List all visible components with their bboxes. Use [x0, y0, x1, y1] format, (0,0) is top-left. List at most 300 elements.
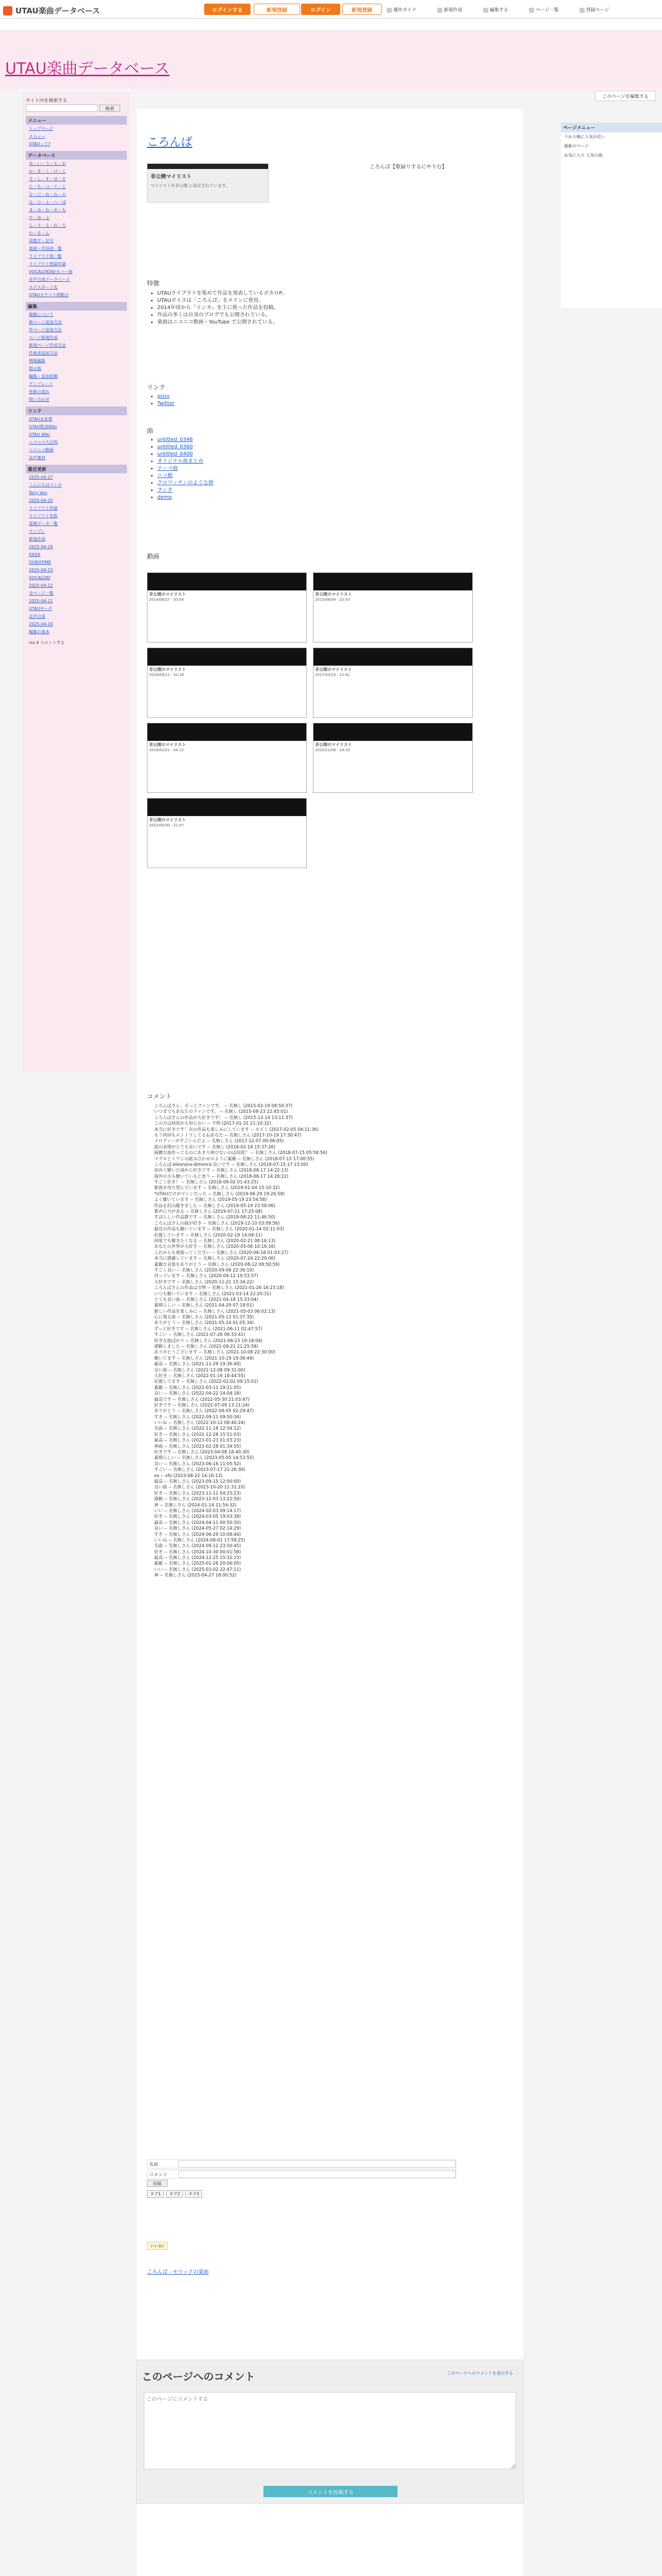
side-link-0[interactable]	[26, 415, 127, 423]
db-row-link-3[interactable]: た・ち・つ・て・と	[29, 184, 66, 189]
db-row-7[interactable]	[26, 214, 127, 222]
edit-item-4[interactable]	[26, 342, 127, 349]
video-title[interactable]: 非公開のマイリスト	[315, 742, 352, 747]
features-list	[157, 290, 287, 326]
db-row-link-0[interactable]: あ・い・う・え・お	[29, 161, 66, 166]
edit-icon	[483, 8, 488, 13]
login-button[interactable]: ログインする	[204, 4, 251, 15]
edit-item-7[interactable]	[26, 365, 127, 372]
page-link-1[interactable]: Twitter	[157, 401, 175, 406]
comment-item: • 最高 -- 名無しさん (2023-01-23 01:03:23)	[154, 1437, 508, 1443]
edit-item-8[interactable]	[26, 372, 127, 380]
recent-link-5[interactable]: ライブラリ名称	[29, 514, 58, 518]
video-title[interactable]: 非公開のマイリスト	[149, 592, 186, 597]
song-item-4	[157, 465, 213, 472]
edit-link-2[interactable]: 作ページ追加方法	[29, 328, 62, 332]
comment-item: • 名曲 -- 名無しさん (2024-09-12 23:50:45)	[154, 1543, 508, 1549]
recent-item-4[interactable]	[26, 504, 127, 512]
edit-rows	[26, 311, 127, 403]
song-link-8[interactable]: demo	[157, 495, 172, 500]
side-link-5[interactable]	[26, 454, 127, 462]
comment-item: • 好き -- 名無しさん (2022-12-28 15:51:03)	[154, 1432, 508, 1437]
db-row-link-10[interactable]: 英数字・記号	[29, 239, 54, 243]
comment-item: • 初めて聴いた頃から好きです -- 名無しさん (2018-08-17 14:22:13)	[154, 1167, 508, 1173]
side-link-3[interactable]	[26, 438, 127, 446]
edit-link-3[interactable]: ページ新規作成	[29, 335, 58, 340]
side-link-a-0[interactable]: UTAU本家様	[29, 417, 53, 421]
recent-item-12[interactable]	[26, 566, 127, 574]
video-player[interactable]	[147, 648, 306, 666]
db-row-6[interactable]	[26, 206, 127, 214]
comment-item: • ありがとう -- 名無しさん (2021-05-24 01:05:34)	[154, 1320, 508, 1326]
feature-item-0: • UTAUライブラリを集めて作品を発表しているボカロP。	[157, 290, 287, 297]
song-item-6	[157, 480, 213, 487]
recent-link-6[interactable]: 重複データ一覧	[29, 521, 58, 526]
edit-item-6[interactable]	[26, 357, 127, 365]
recent-link-7[interactable]: テンプレ	[29, 529, 45, 534]
edit-link-6[interactable]: 情報編集	[29, 359, 45, 363]
register2-button[interactable]: 新規登録	[342, 4, 382, 15]
main-content	[136, 108, 524, 2576]
comment-item: • 新曲を待ち望んでいます -- 名無しさん (2019-01-04 15:10:32)	[154, 1185, 508, 1191]
comment-item: • いいね -- 名無しさん (2024-08-01 17:58:25)	[154, 1537, 508, 1543]
register-button[interactable]: 新規登録	[254, 4, 300, 15]
page-link-0[interactable]: pixiv	[157, 394, 170, 399]
recent-link-17[interactable]: UTAUサーチ	[29, 606, 53, 611]
guide-icon	[387, 8, 392, 13]
comment-item: • 素敵 -- 名無しさん (2025-01-26 20:06:05)	[154, 1561, 508, 1566]
side-link-a-3[interactable]: ニコニコ大百科	[29, 440, 58, 445]
edit-item-2[interactable]	[26, 326, 127, 334]
side-link-a-2[interactable]: UTAU Wiki	[29, 432, 50, 437]
edit-item-5[interactable]	[26, 349, 127, 357]
comment-item: • 素晴らしい -- 名無しさん (2023-05-05 14:53:55)	[154, 1455, 508, 1461]
comment-item: • ころんばさん、そっとファンです。 -- 名無し (2015-02-19 08:50:37)	[154, 1103, 508, 1109]
recent-item-9[interactable]	[26, 543, 127, 551]
db-row-2[interactable]	[26, 175, 127, 183]
comment-item: • すき -- 名無しさん (2024-06-29 10:08:44)	[154, 1532, 508, 1537]
updated-link[interactable]: ころんば - モウックの楽曲	[147, 2269, 209, 2275]
right-panel	[561, 123, 662, 308]
edit-link-8[interactable]: 編集・追加依頼	[29, 374, 58, 379]
recent-item-7[interactable]	[26, 528, 127, 535]
profile-header	[147, 164, 268, 169]
comment-item: • 好き -- 名無しさん (2024-10-30 00:01:58)	[154, 1549, 508, 1555]
video-meta	[313, 666, 472, 679]
sub-link-1[interactable]: ライブラリ別一覧	[29, 254, 62, 259]
recent-item-13[interactable]	[26, 574, 127, 582]
edit-link-1[interactable]: 新ページ追加方法	[29, 320, 62, 325]
feature-item-2: • 2014年頃から「リンカ」を主に使った作品を投稿。	[157, 304, 287, 312]
comment-item: • ころんばさんの作品が大好きです！ -- 名無し (2015-12-14 13:11:37)	[154, 1115, 508, 1121]
db-row-link-2[interactable]: さ・し・す・せ・そ	[29, 177, 66, 181]
comment-item: • 待っています -- 名無しさん (2020-09-12 10:53:57)	[154, 1273, 508, 1279]
logo-icon	[3, 6, 12, 15]
edit-link-4[interactable]: 新規ページ作成方法	[29, 343, 66, 348]
edit-item-11[interactable]	[26, 396, 127, 403]
recent-item-6[interactable]	[26, 520, 127, 528]
video-card[interactable]	[147, 798, 307, 868]
sub-item-1[interactable]	[26, 252, 127, 260]
comment-item: • 良い -- 名無しさん (2022-04-22 14:04:18)	[154, 1391, 508, 1396]
tag-0[interactable]: タグ1	[147, 2190, 164, 2198]
comment-item: • すき -- 名無しさん (2022-09-11 09:50:34)	[154, 1414, 508, 1420]
sub-item-6[interactable]	[26, 291, 127, 299]
recent-link-12[interactable]: 2025-04-23	[29, 568, 53, 572]
comment-item: • ころんばさんの作品は宝物 -- 名無しさん (2021-01-26 16:23:18)	[154, 1285, 508, 1291]
send-comment-button[interactable]: コメントを投稿する	[263, 2486, 398, 2497]
tag-row	[147, 2190, 456, 2198]
comment-item: • 最高 -- 名無しさん (2024-12-25 15:32:15)	[154, 1555, 508, 1561]
comment-item: • 新しい作品を楽しみに -- 名無しさん (2021-05-03 06:02:13)	[154, 1309, 508, 1314]
edit-link[interactable]	[483, 6, 508, 13]
db-row-10[interactable]	[26, 237, 127, 245]
song-link-3[interactable]: オリジナル曲まとめ	[157, 459, 204, 464]
name-row	[147, 2159, 456, 2168]
db-row-9[interactable]	[26, 229, 127, 237]
edit-item-10[interactable]	[26, 388, 127, 396]
edit-item-3[interactable]	[26, 334, 127, 342]
recent-link-2[interactable]: Tony Von	[29, 490, 47, 495]
comment-item: • 最高 -- 名無しさん (2021-11-29 19:36:49)	[154, 1361, 508, 1367]
comment-item: • 応援しています -- 名無しさん (2020-02-19 14:08:11)	[154, 1232, 508, 1238]
video-meta	[147, 666, 306, 679]
comment-item: • 応援してます -- 名無しさん (2022-02-02 09:15:01)	[154, 1379, 508, 1384]
recent-link-0[interactable]: 2025-04-27	[29, 475, 53, 480]
menu-link-1[interactable]: メニュー	[29, 134, 45, 139]
comment-item: • 作品を沢山聴きました -- 名無しさん (2019-05-19 23:58:06)	[154, 1203, 508, 1209]
video-card[interactable]	[313, 648, 473, 718]
recent-item-10[interactable]	[26, 551, 127, 558]
pages-link[interactable]	[529, 6, 559, 13]
side-link-a-5[interactable]: 音声素材	[29, 455, 45, 460]
comment-toggle[interactable]: このページへのコメントを表示する	[447, 2371, 513, 2376]
right-item-0[interactable]: 下から順に人気が近い	[564, 134, 605, 139]
edit-item-1[interactable]	[26, 318, 127, 326]
comment-item: • いいね -- 名無しさん (2022-10-12 08:40:24)	[154, 1420, 508, 1426]
links-block	[26, 406, 127, 462]
nav-bar	[0, 19, 662, 31]
registered-label: 登録ページ	[586, 8, 609, 13]
comment-item: • これからも頑張ってください -- 名無しさん (2020-06-18 01:03:27)	[154, 1250, 508, 1256]
recent-link-20[interactable]: 編集の基本	[29, 630, 49, 634]
song-item-5	[157, 472, 213, 480]
post-button[interactable]: 投稿	[147, 2180, 168, 2187]
video-player[interactable]	[313, 648, 472, 666]
recent-link-1[interactable]: こんにちはリンカ	[29, 483, 62, 487]
comment-textarea[interactable]	[144, 2392, 516, 2469]
comment-item: • もう何回もエントリしてるねあなた -- 名無しさん (2017-10-19 17:30:47)	[154, 1132, 508, 1138]
recent-item-1[interactable]	[26, 481, 127, 489]
page-link-item-0	[157, 393, 175, 400]
recent-item-15[interactable]	[26, 589, 127, 597]
recent-link-9[interactable]: 2025-04-24	[29, 545, 53, 549]
video-card[interactable]	[147, 648, 307, 718]
comment-item: • 好き -- 名無しさん (2023-11-11 04:25:23)	[154, 1490, 508, 1496]
new-icon	[437, 8, 442, 13]
edit-item-9[interactable]	[26, 380, 127, 388]
db-row-link-4[interactable]: な・に・ぬ・ね・の	[29, 192, 66, 197]
recent-item-14[interactable]	[26, 582, 127, 589]
recent-item-2[interactable]	[26, 489, 127, 497]
db-row-0[interactable]	[26, 160, 127, 167]
header-links	[387, 6, 609, 13]
page-title[interactable]: ころんば	[147, 136, 193, 149]
comment-box-title: このページへのコメント	[142, 2370, 255, 2383]
sub-link-5[interactable]: エクスポート先	[29, 285, 58, 290]
page-meta: ころんば【歌録りするにやりむ】	[370, 164, 447, 170]
feature-item-3: • 作品の多くは自身のブログでも公開されている。	[157, 312, 287, 319]
edit-link-0[interactable]: 編集について	[29, 312, 54, 317]
video-title[interactable]: 非公開のマイリスト	[149, 742, 186, 747]
song-item-0	[157, 436, 213, 444]
video-meta	[147, 741, 306, 754]
sub-link-0[interactable]: 楽曲・作詞者一覧	[29, 246, 62, 251]
recent-item-5[interactable]	[26, 512, 127, 520]
comment-item: • いい -- 名無しさん (2025-03-02 22:47:11)	[154, 1567, 508, 1572]
comment-item: • 最高 -- 名無しさん (2024-04-11 00:50:50)	[154, 1520, 508, 1526]
db-row-link-9[interactable]: わ・を・ん	[29, 231, 49, 235]
registered-link[interactable]	[580, 6, 609, 13]
video-player[interactable]	[147, 723, 306, 741]
counter-block	[26, 639, 127, 647]
comment-item: • 良い曲 -- 名無しさん (2021-12-08 09:31:00)	[154, 1367, 508, 1373]
side-link-2[interactable]	[26, 431, 127, 438]
recent-item-20[interactable]	[26, 628, 127, 636]
search-button[interactable]: 検索	[100, 105, 120, 112]
db-head: データベース	[26, 151, 127, 160]
recent-link-18[interactable]: 音声合成	[29, 614, 45, 619]
recent-item-19[interactable]	[26, 620, 127, 628]
comment-item: • 名曲 -- 名無しさん (2022-11-18 12:54:12)	[154, 1426, 508, 1431]
comment-item: • 海外の方も聴いていると思う -- 名無しさん (2018-08-17 14:28:22)	[154, 1174, 508, 1179]
recent-item-8[interactable]	[26, 535, 127, 543]
comment-item: • 神曲 -- 名無しさん (2023-02-28 01:34:55)	[154, 1444, 508, 1449]
sub-item-0[interactable]	[26, 245, 127, 252]
comment-item: • 神 -- 名無しさん (2025-04-27 18:00:52)	[154, 1572, 508, 1578]
sub-item-2[interactable]	[26, 260, 127, 268]
recent-block	[26, 465, 127, 636]
comment-item: • 大好きです -- 名無しさん (2020-11-21 15:34:22)	[154, 1279, 508, 1285]
comment-item: • 好きな曲ばかり -- 名無しさん (2021-08-23 19:18:04)	[154, 1338, 508, 1344]
side-link-1[interactable]	[26, 423, 127, 431]
sidebar-search	[26, 97, 127, 112]
search-input[interactable]	[26, 105, 98, 112]
sub-rows	[26, 245, 127, 299]
like-button[interactable]: いいね!	[147, 2242, 168, 2250]
db-row-1[interactable]	[26, 167, 127, 175]
recent-item-11[interactable]	[26, 558, 127, 566]
songs-head: 曲	[147, 427, 154, 434]
comment-box	[136, 2360, 524, 2504]
edit-page-button[interactable]: このページを編集する	[595, 91, 656, 101]
recent-item-17[interactable]	[26, 605, 127, 613]
db-row-link-1[interactable]: か・き・く・け・こ	[29, 169, 66, 174]
edit-link-7[interactable]: 掲示板	[29, 366, 41, 371]
song-link-2[interactable]: untitled_0400	[157, 451, 193, 457]
song-link-1[interactable]: untitled_0360	[157, 444, 193, 450]
comment-item: • 最高 -- 名無しさん (2023-09-15 12:00:00)	[154, 1479, 508, 1484]
db-rows	[26, 160, 127, 245]
video-title[interactable]: 非公開のマイリスト	[149, 667, 186, 672]
videos-head: 動画	[147, 553, 160, 560]
video-card[interactable]	[147, 572, 307, 642]
recent-item-3[interactable]	[26, 497, 127, 504]
video-meta	[313, 741, 472, 754]
name-input[interactable]	[178, 2160, 456, 2167]
sidebar	[23, 93, 130, 1072]
recent-link-13[interactable]: VOCALOID	[29, 575, 51, 580]
video-date: 2016/09/11 - 20:18	[149, 673, 184, 677]
menu-item-2[interactable]	[26, 140, 127, 148]
edit-item-0[interactable]	[26, 311, 127, 318]
link-rows	[26, 415, 127, 462]
db-row-4[interactable]	[26, 191, 127, 198]
comment-item: • すごく好き！ -- 名無しさん (2018-09-02 01:43:25)	[154, 1179, 508, 1185]
recent-item-16[interactable]	[26, 597, 127, 605]
pages-label: ページ一覧	[535, 8, 559, 13]
video-card[interactable]	[313, 572, 473, 642]
comment-input[interactable]	[178, 2171, 456, 2178]
features-head: 特徴	[147, 280, 160, 287]
song-link-0[interactable]: untitled_0346	[157, 437, 193, 443]
video-date: 2019/02/21 - 04:12	[149, 748, 184, 752]
comment-item: • 感動しました -- 名無しさん (2021-09-21 21:25:58)	[154, 1344, 508, 1349]
song-link-5[interactable]: ニコ動	[157, 473, 173, 479]
sub-item-5[interactable]	[26, 283, 127, 291]
edit-link-10[interactable]: 更新の流れ	[29, 389, 49, 394]
video-player[interactable]	[147, 799, 306, 816]
tag-2[interactable]: タグ3	[185, 2190, 202, 2198]
recent-link-10[interactable]: XXXX	[29, 552, 40, 557]
edit-block	[26, 302, 127, 403]
comment-item: • 本当に好きです！次の作品も楽しみにしています -- ネズミ (2017-02-05 04:11:36)	[154, 1127, 508, 1132]
db-row-link-6[interactable]: ま・み・む・め・も	[29, 208, 66, 212]
comment-item: • xx -- xfo (2023-08-22 14:16:13)	[154, 1473, 508, 1479]
db-row-link-5[interactable]: は・ひ・ふ・へ・ほ	[29, 200, 66, 205]
name-label: 名前	[149, 2162, 159, 2167]
sub-item-3[interactable]	[26, 268, 127, 276]
comment-item: • すごい -- 名無しさん (2021-07-26 06:33:41)	[154, 1332, 508, 1337]
recent-link-4[interactable]: ライブラリ申請	[29, 506, 58, 511]
comment-item: • ありがとう -- 名無しさん (2022-08-05 02:29:47)	[154, 1408, 508, 1414]
feature-item-1: • UTAUボイスは「ころんば」をメインに使用。	[157, 297, 287, 304]
comment-item: • 最高です -- 名無しさん (2022-05-30 21:03:47)	[154, 1397, 508, 1402]
edit-link-11[interactable]: 問い合わせ	[29, 397, 49, 402]
song-link-4[interactable]: テーマ曲	[157, 466, 178, 471]
recent-head: 最近更新	[26, 465, 127, 473]
comment-item: • 良い -- 名無しさん (2024-05-27 02:14:29)	[154, 1526, 508, 1531]
video-player[interactable]	[313, 573, 472, 590]
menu-link-2[interactable]: UTAUって?	[29, 142, 51, 146]
right-head: ページメニュー	[561, 123, 662, 132]
recent-link-16[interactable]: 2025-04-21	[29, 599, 53, 603]
sub-link-4[interactable]: 音声合成データベース	[29, 277, 70, 282]
comment-item: • すごい -- 名無しさん (2023-07-17 21:26:30)	[154, 1467, 508, 1472]
video-title[interactable]: 非公開のマイリスト	[315, 667, 352, 672]
edit-link-5[interactable]: 作曲者追加方法	[29, 351, 58, 355]
video-date: 2020/11/08 - 18:33	[315, 748, 350, 752]
song-item-8	[157, 494, 213, 501]
video-date: 2014/06/27 - 30:04	[149, 598, 184, 602]
comment-item: • マグロとイワシの組み合わせのように素敵 -- 名無しさん (2018-07-15 17:00:55)	[154, 1156, 508, 1162]
menu-link-0[interactable]: トップページ	[29, 126, 54, 131]
comment-item: • 綺麗な曲作ってるのにあまり伸びないのは何故？ -- 名無しさん (2018-07-15 05:58:56)	[154, 1150, 508, 1156]
video-card[interactable]	[147, 723, 307, 793]
side-link-4[interactable]	[26, 446, 127, 454]
comment-item: • 曲の表情がとても良いです -- 名無し (2018-02-18 15:37:26)	[154, 1144, 508, 1150]
video-player[interactable]	[313, 723, 472, 741]
sub-item-4[interactable]	[26, 276, 127, 283]
video-card[interactable]	[313, 723, 473, 793]
side-link-a-1[interactable]: UTAU歌詞Wiki	[29, 425, 57, 429]
video-player[interactable]	[147, 573, 306, 590]
menu-head: メニュー	[26, 116, 127, 125]
login2-button[interactable]: ログイン	[301, 4, 340, 15]
new-link[interactable]	[437, 6, 462, 13]
recent-item-18[interactable]	[26, 613, 127, 620]
song-link-6[interactable]: クロワッサンのような朝	[157, 480, 213, 486]
recent-item-0[interactable]	[26, 473, 127, 481]
comment-item: • メロディーがすごいんだよ -- 名無しさん (2017-12-07 00:06:05)	[154, 1138, 508, 1144]
db-row-link-7[interactable]: や・ゆ・よ	[29, 215, 49, 220]
registered-icon	[580, 8, 585, 13]
guide-label: 操作ガイド	[393, 8, 417, 13]
db-row-3[interactable]	[26, 183, 127, 191]
recent-link-8[interactable]: 新規作成	[29, 537, 45, 541]
db-row-5[interactable]	[26, 198, 127, 206]
site-title[interactable]: UTAU楽曲データベース	[5, 60, 170, 78]
brand[interactable]	[3, 5, 100, 16]
comment-item: • *UTAUだけがマシンだった -- 名無しさん (2019-06-29 19:26:58)	[154, 1191, 508, 1197]
recent-link-15[interactable]: 全ページ一覧	[29, 591, 54, 596]
comment-item: • 本当に感謝しています -- 名無しさん (2020-07-24 22:20:00)	[154, 1256, 508, 1261]
comment-form	[147, 2159, 456, 2198]
sub-link-6[interactable]: UTAUカテゴリ移動分	[29, 293, 69, 297]
comment-item: • 素敵な音楽をありがとう -- 名無しさん (2020-08-12 08:50:59)	[154, 1262, 508, 1267]
recent-link-3[interactable]: 2025-04-25	[29, 498, 53, 503]
db-row-8[interactable]	[26, 222, 127, 229]
recent-link-11[interactable]: OUROTIME	[29, 560, 52, 565]
video-title[interactable]: 非公開のマイリスト	[149, 818, 186, 822]
profile-box	[147, 163, 269, 202]
comment-item: • 素晴らしい -- 名無しさん (2021-04-29 07:18:01)	[154, 1302, 508, 1308]
menu-item-1[interactable]	[26, 132, 127, 140]
side-link-a-4[interactable]: ニコニコ動画	[29, 448, 54, 452]
db-row-link-8[interactable]: ら・り・る・れ・ろ	[29, 223, 66, 228]
recent-link-14[interactable]: 2025-04-22	[29, 583, 53, 588]
updated-link-wrap	[147, 2267, 209, 2275]
right-item-1[interactable]: 最新のページ	[564, 144, 589, 148]
sub-link-3[interactable]: VOCALOID曲/カバー曲	[29, 269, 73, 274]
counter-text: rss 4 コメントする	[29, 640, 65, 645]
recent-link-19[interactable]: 2025-04-20	[29, 622, 53, 626]
menu-item-0[interactable]	[26, 125, 127, 132]
guide-link[interactable]	[387, 6, 417, 13]
video-title[interactable]: 非公開のマイリスト	[315, 592, 352, 597]
tag-1[interactable]: タグ2	[166, 2190, 183, 2198]
edit-link-9[interactable]: テンプレート	[29, 382, 54, 386]
video-date: 2017/03/19 - 12:41	[315, 673, 350, 677]
comment-item: • 良い曲 -- 名無しさん (2023-10-20 11:31:10)	[154, 1484, 508, 1490]
comment-item: • 歌声に力がある -- 名無しさん (2019-07-21 17:25:08)	[154, 1209, 508, 1214]
profile-name: 非公開マイリスト	[151, 174, 192, 180]
sub-link-2[interactable]: ライブラリ登録申請	[29, 262, 66, 266]
profile-sub: マイリストを非公開 に設定されています。	[151, 183, 230, 188]
right-item-2[interactable]: お気に入り 人気の曲	[564, 153, 603, 158]
comment-item: • とても良い曲 -- 名無しさん (2021-04-18 15:33:04)	[154, 1297, 508, 1302]
song-link-7[interactable]: ヲンタ	[157, 487, 173, 493]
